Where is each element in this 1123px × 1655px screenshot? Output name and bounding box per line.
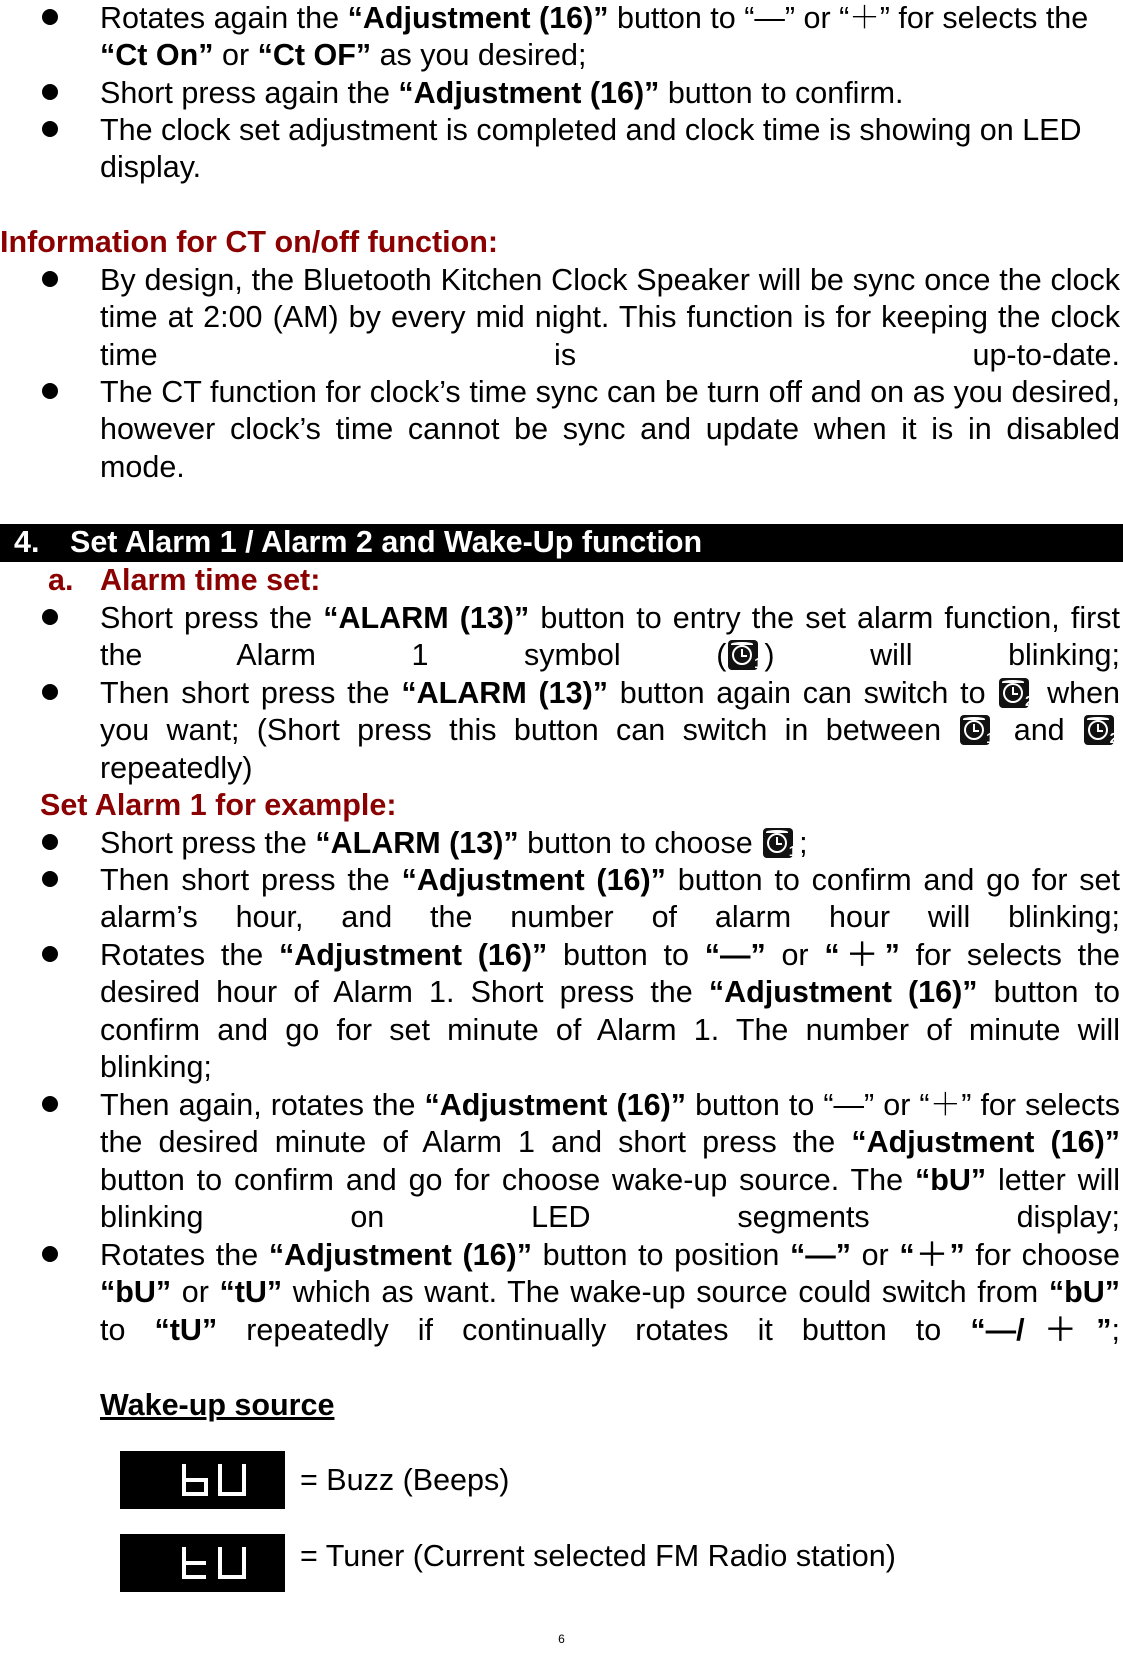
example-heading: Set Alarm 1 for example: bbox=[40, 788, 397, 822]
bullet-dot bbox=[42, 871, 58, 887]
section-4-header bbox=[0, 524, 1123, 562]
list-item: Short press again the “Adjustment (16)” button to confirm. bbox=[100, 76, 904, 110]
bullet-dot bbox=[42, 271, 58, 287]
ct-info-heading: Information for CT on/off function: bbox=[0, 225, 499, 259]
wake-up-source-title: Wake-up source bbox=[100, 1388, 335, 1422]
list-item: Then short press the “ALARM (13)” button again can switch to 2 when you want; (Short press this button can switch in between 1 and 2 repeatedly) bbox=[100, 676, 1121, 785]
list-item: The CT function for clock’s time sync can be turn off and on as you desired, however clock’s time cannot be sync and update when it is in disabled mode. bbox=[100, 375, 1120, 484]
sub-a-letter: a. bbox=[48, 563, 74, 597]
list-item: Rotates the “Adjustment (16)” button to position “—” or “＋” for choose “bU” or “tU” which as want. The wake-up source could switch from “bU” to “tU” repeatedly if continually rotates it button to “—/＋”; bbox=[100, 1238, 1120, 1347]
list-item: Rotates the “Adjustment (16)” button to “—” or “＋” for selects the desired hour of Alarm 1. Short press the “Adjustment (16)” button to confirm and go for set minute of Alarm 1. The number of minute will blinking; bbox=[100, 938, 1120, 1084]
list-item: Short press the “ALARM (13)” button to choose 1 ; bbox=[100, 826, 808, 860]
bullet-dot bbox=[42, 834, 58, 850]
sub-a-title: Alarm time set: bbox=[100, 563, 321, 597]
section-title: Set Alarm 1 / Alarm 2 and Wake-Up function bbox=[70, 525, 703, 559]
bullet-dot bbox=[42, 383, 58, 399]
page-number: 6 bbox=[558, 1632, 565, 1646]
bullet-dot bbox=[42, 609, 58, 625]
alarm-1-icon: 1 bbox=[960, 715, 994, 745]
segment-tu-icon bbox=[120, 1534, 285, 1592]
bullet-dot bbox=[42, 121, 58, 137]
lcd-tu-display bbox=[120, 1534, 285, 1592]
bullet-dot bbox=[42, 9, 58, 25]
alarm-1-icon: 1 bbox=[728, 640, 762, 670]
wake-desc-tuner: = Tuner (Current selected FM Radio station) bbox=[300, 1539, 896, 1573]
list-item: Then short press the “Adjustment (16)” button to confirm and go for set alarm’s hour, and the number of alarm hour will blinking; bbox=[100, 863, 1120, 935]
list-item: Rotates again the “Adjustment (16)” button to “—” or “＋” for selects the “Ct On” or “Ct OF” as you desired; bbox=[100, 1, 1089, 73]
lcd-bu-display bbox=[120, 1451, 285, 1509]
segment-bu-icon bbox=[120, 1451, 285, 1509]
section-number: 4. bbox=[14, 525, 40, 559]
bullet-dot bbox=[42, 1096, 58, 1112]
list-item: The clock set adjustment is completed and clock time is showing on LED display. bbox=[100, 113, 1082, 185]
bullet-dot bbox=[42, 946, 58, 962]
bullet-dot bbox=[42, 684, 58, 700]
alarm-1-icon: 1 bbox=[763, 828, 797, 858]
wake-desc-buzz: = Buzz (Beeps) bbox=[300, 1463, 510, 1497]
alarm-2-icon: 2 bbox=[1084, 715, 1118, 745]
list-item: Then again, rotates the “Adjustment (16)” button to “—” or “＋” for selects the desired minute of Alarm 1 and short press the “Adjustment (16)” button to confirm and go for choose wake-up source. The “bU” letter will blinking on LED segments display; bbox=[100, 1088, 1121, 1234]
list-item: By design, the Bluetooth Kitchen Clock Speaker will be sync once the clock time at 2:00 (AM) by every mid night. This function is for keeping the clock time is up-to-date. bbox=[100, 263, 1120, 372]
bullet-dot bbox=[42, 1246, 58, 1262]
list-item: Short press the “ALARM (13)” button to entry the set alarm function, first the Alarm 1 symbol ( 1 ) will blinking; bbox=[100, 601, 1120, 673]
bullet-dot bbox=[42, 84, 58, 100]
alarm-2-icon: 2 bbox=[999, 678, 1033, 708]
